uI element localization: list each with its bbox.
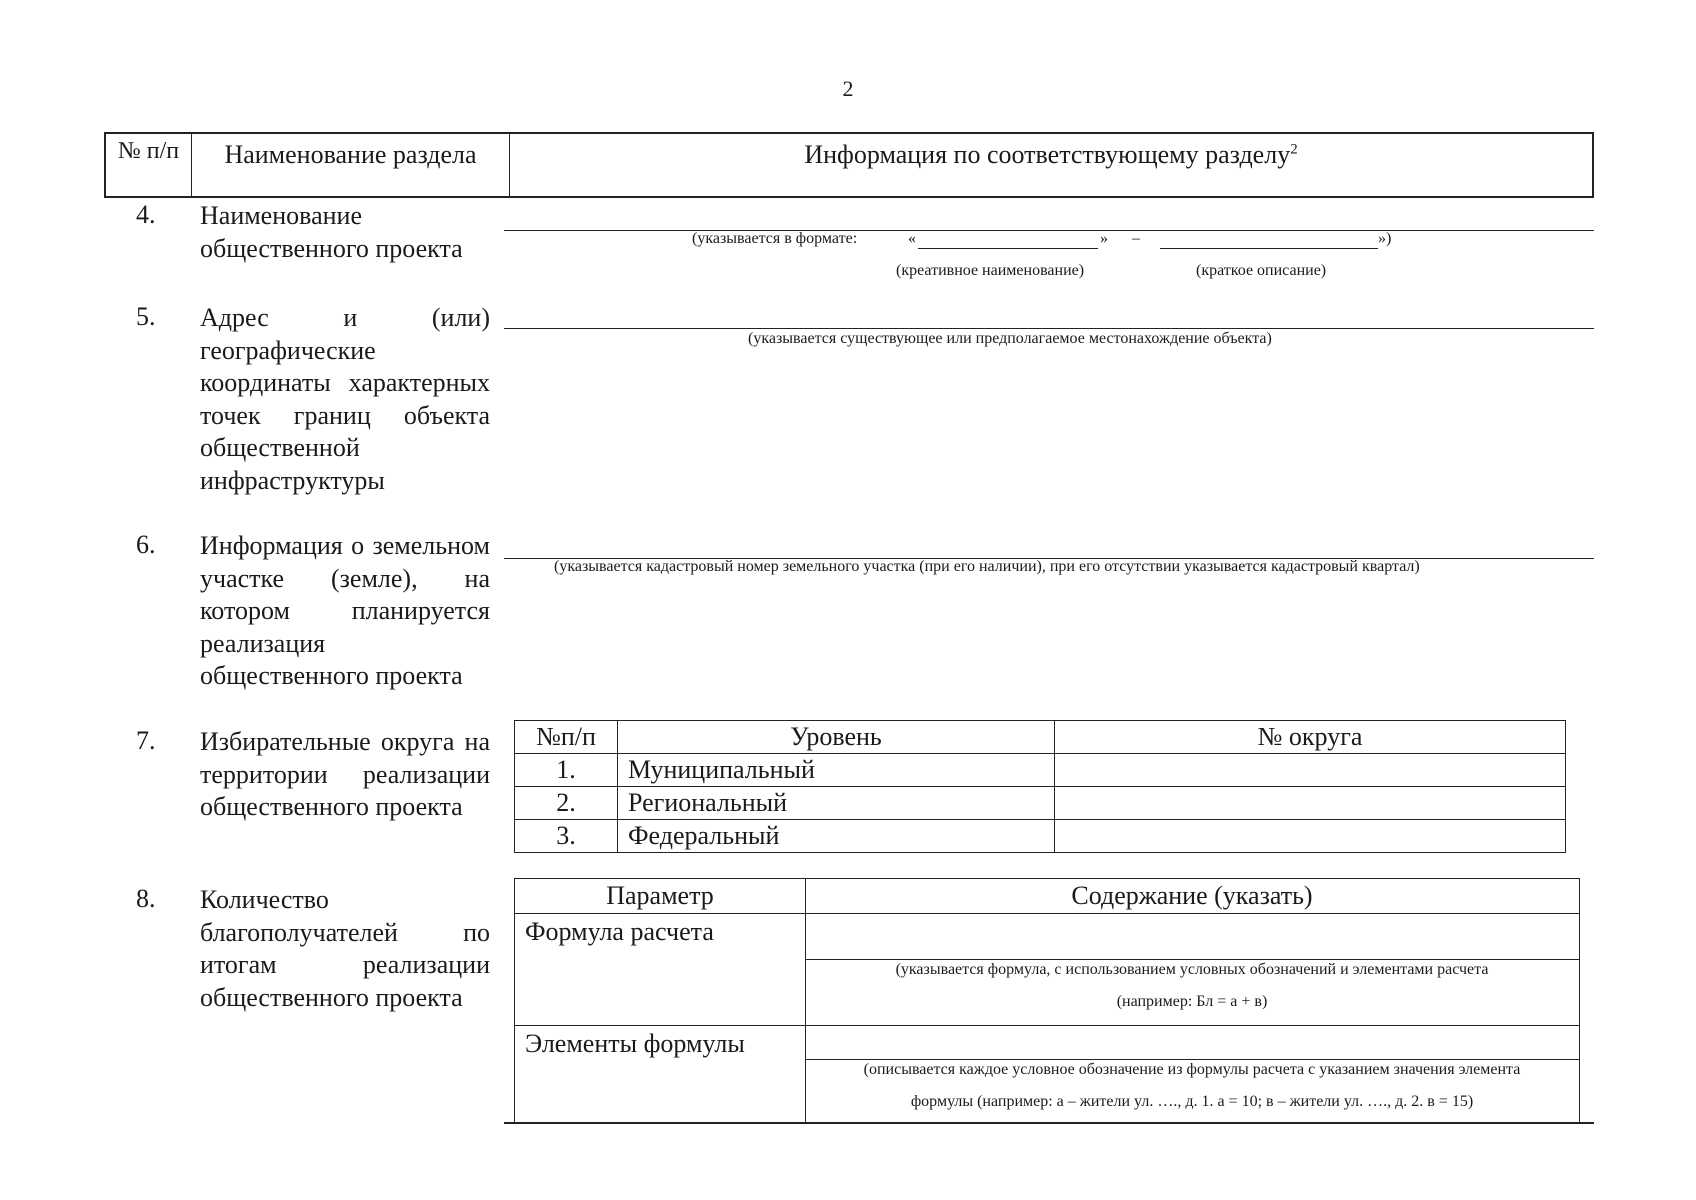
formula-row-line xyxy=(515,1025,1579,1026)
page-number: 2 xyxy=(842,76,854,101)
row-6-name: Информация о земельном участке (земле), на котором планируется реализация общественного проекта xyxy=(200,531,490,690)
row-4-desc-blank[interactable] xyxy=(1160,248,1378,249)
districts-row-district-cell[interactable] xyxy=(1055,754,1566,787)
beneficiaries-table xyxy=(514,878,1580,1122)
elements-input-line[interactable] xyxy=(805,1059,1579,1060)
row-6-num: 6. xyxy=(136,530,156,559)
row-4-hint-prefix: (указывается в формате: xyxy=(692,230,858,247)
districts-table-header xyxy=(515,721,1566,754)
formula-hint-2: (например: Бл = а + в) xyxy=(1116,993,1268,1010)
row-5-hint: (указывается существующее или предполагаемое местонахождение объекта) xyxy=(748,330,1272,347)
districts-col-district: № округа xyxy=(1055,721,1566,754)
districts-row-num: 1. xyxy=(515,754,618,787)
row-4-sub-label-short: (краткое описание) xyxy=(1196,262,1327,279)
row-7-name: Избирательные округа на территории реализации общественного проекта xyxy=(200,727,490,821)
row-5-name: Адрес и (или) географические координаты характерных точек границ объекта общественной инфраструктуры xyxy=(200,303,490,495)
row-4-fill-line xyxy=(504,230,1594,231)
beneficiaries-col-param: Параметр xyxy=(606,881,714,910)
row-4-name-blank[interactable] xyxy=(918,248,1098,249)
header-col-info xyxy=(510,134,1592,202)
header-col-info-text: Информация по соответствующему разделу xyxy=(804,140,1291,169)
row-4-sub-label-creative: (креативное наименование) xyxy=(896,262,1085,279)
districts-row-level: Региональный xyxy=(618,787,1055,820)
row-5-num: 5. xyxy=(136,302,156,331)
districts-row-district-cell[interactable] xyxy=(1055,820,1566,853)
districts-row-num: 2. xyxy=(515,787,618,820)
formula-input-line[interactable] xyxy=(805,959,1579,960)
row-4-dash: – xyxy=(1132,230,1140,247)
row-4-hint-end: ») xyxy=(1378,230,1392,247)
beneficiaries-col-content: Содержание (указать) xyxy=(1071,881,1313,910)
districts-row-district-cell[interactable] xyxy=(1055,787,1566,820)
row-8-name: Количество благополучателей по итогам реализации общественного проекта xyxy=(200,885,490,1012)
districts-row-num: 3. xyxy=(515,820,618,853)
table-row xyxy=(515,754,1566,787)
row-8-num: 8. xyxy=(136,884,156,913)
elements-hint-1: (описывается каждое условное обозначение из формулы расчета с указанием значения элемента xyxy=(863,1061,1521,1078)
beneficiaries-header-line xyxy=(515,913,1579,914)
row-4-num: 4. xyxy=(136,200,156,229)
table-bottom-line xyxy=(504,1122,1594,1124)
row-5-fill-line[interactable] xyxy=(504,328,1594,329)
elements-hint-2: формулы (например: а – жители ул. …., д. 1. а = 10; в – жители ул. …., д. 2. в = 15) xyxy=(910,1093,1474,1110)
districts-row-level: Федеральный xyxy=(618,820,1055,853)
header-col-name: Наименование раздела xyxy=(192,134,510,196)
table-row xyxy=(515,820,1566,853)
row-7-num: 7. xyxy=(136,726,156,755)
formula-label: Формула расчета xyxy=(525,917,714,946)
header-col-num: № п/п xyxy=(106,134,192,196)
districts-col-num: №п/п xyxy=(515,721,618,754)
row-4-name: Наименование общественного проекта xyxy=(200,201,463,263)
row-6-hint: (указывается кадастровый номер земельного участка (при его наличии), при его отсутствии указывается кадастровый квартал) xyxy=(554,558,1420,575)
footnote-marker: 2 xyxy=(1290,141,1298,158)
table-header xyxy=(104,132,1594,198)
elements-label: Элементы формулы xyxy=(525,1029,745,1058)
districts-table xyxy=(514,720,1566,853)
districts-col-level: Уровень xyxy=(618,721,1055,754)
row-4-open-quote: « xyxy=(908,230,916,247)
formula-hint-1: (указывается формула, с использованием условных обозначений и элементами расчета xyxy=(895,961,1489,978)
row-4-close-quote: » xyxy=(1100,230,1108,247)
table-row xyxy=(515,787,1566,820)
districts-row-level: Муниципальный xyxy=(618,754,1055,787)
